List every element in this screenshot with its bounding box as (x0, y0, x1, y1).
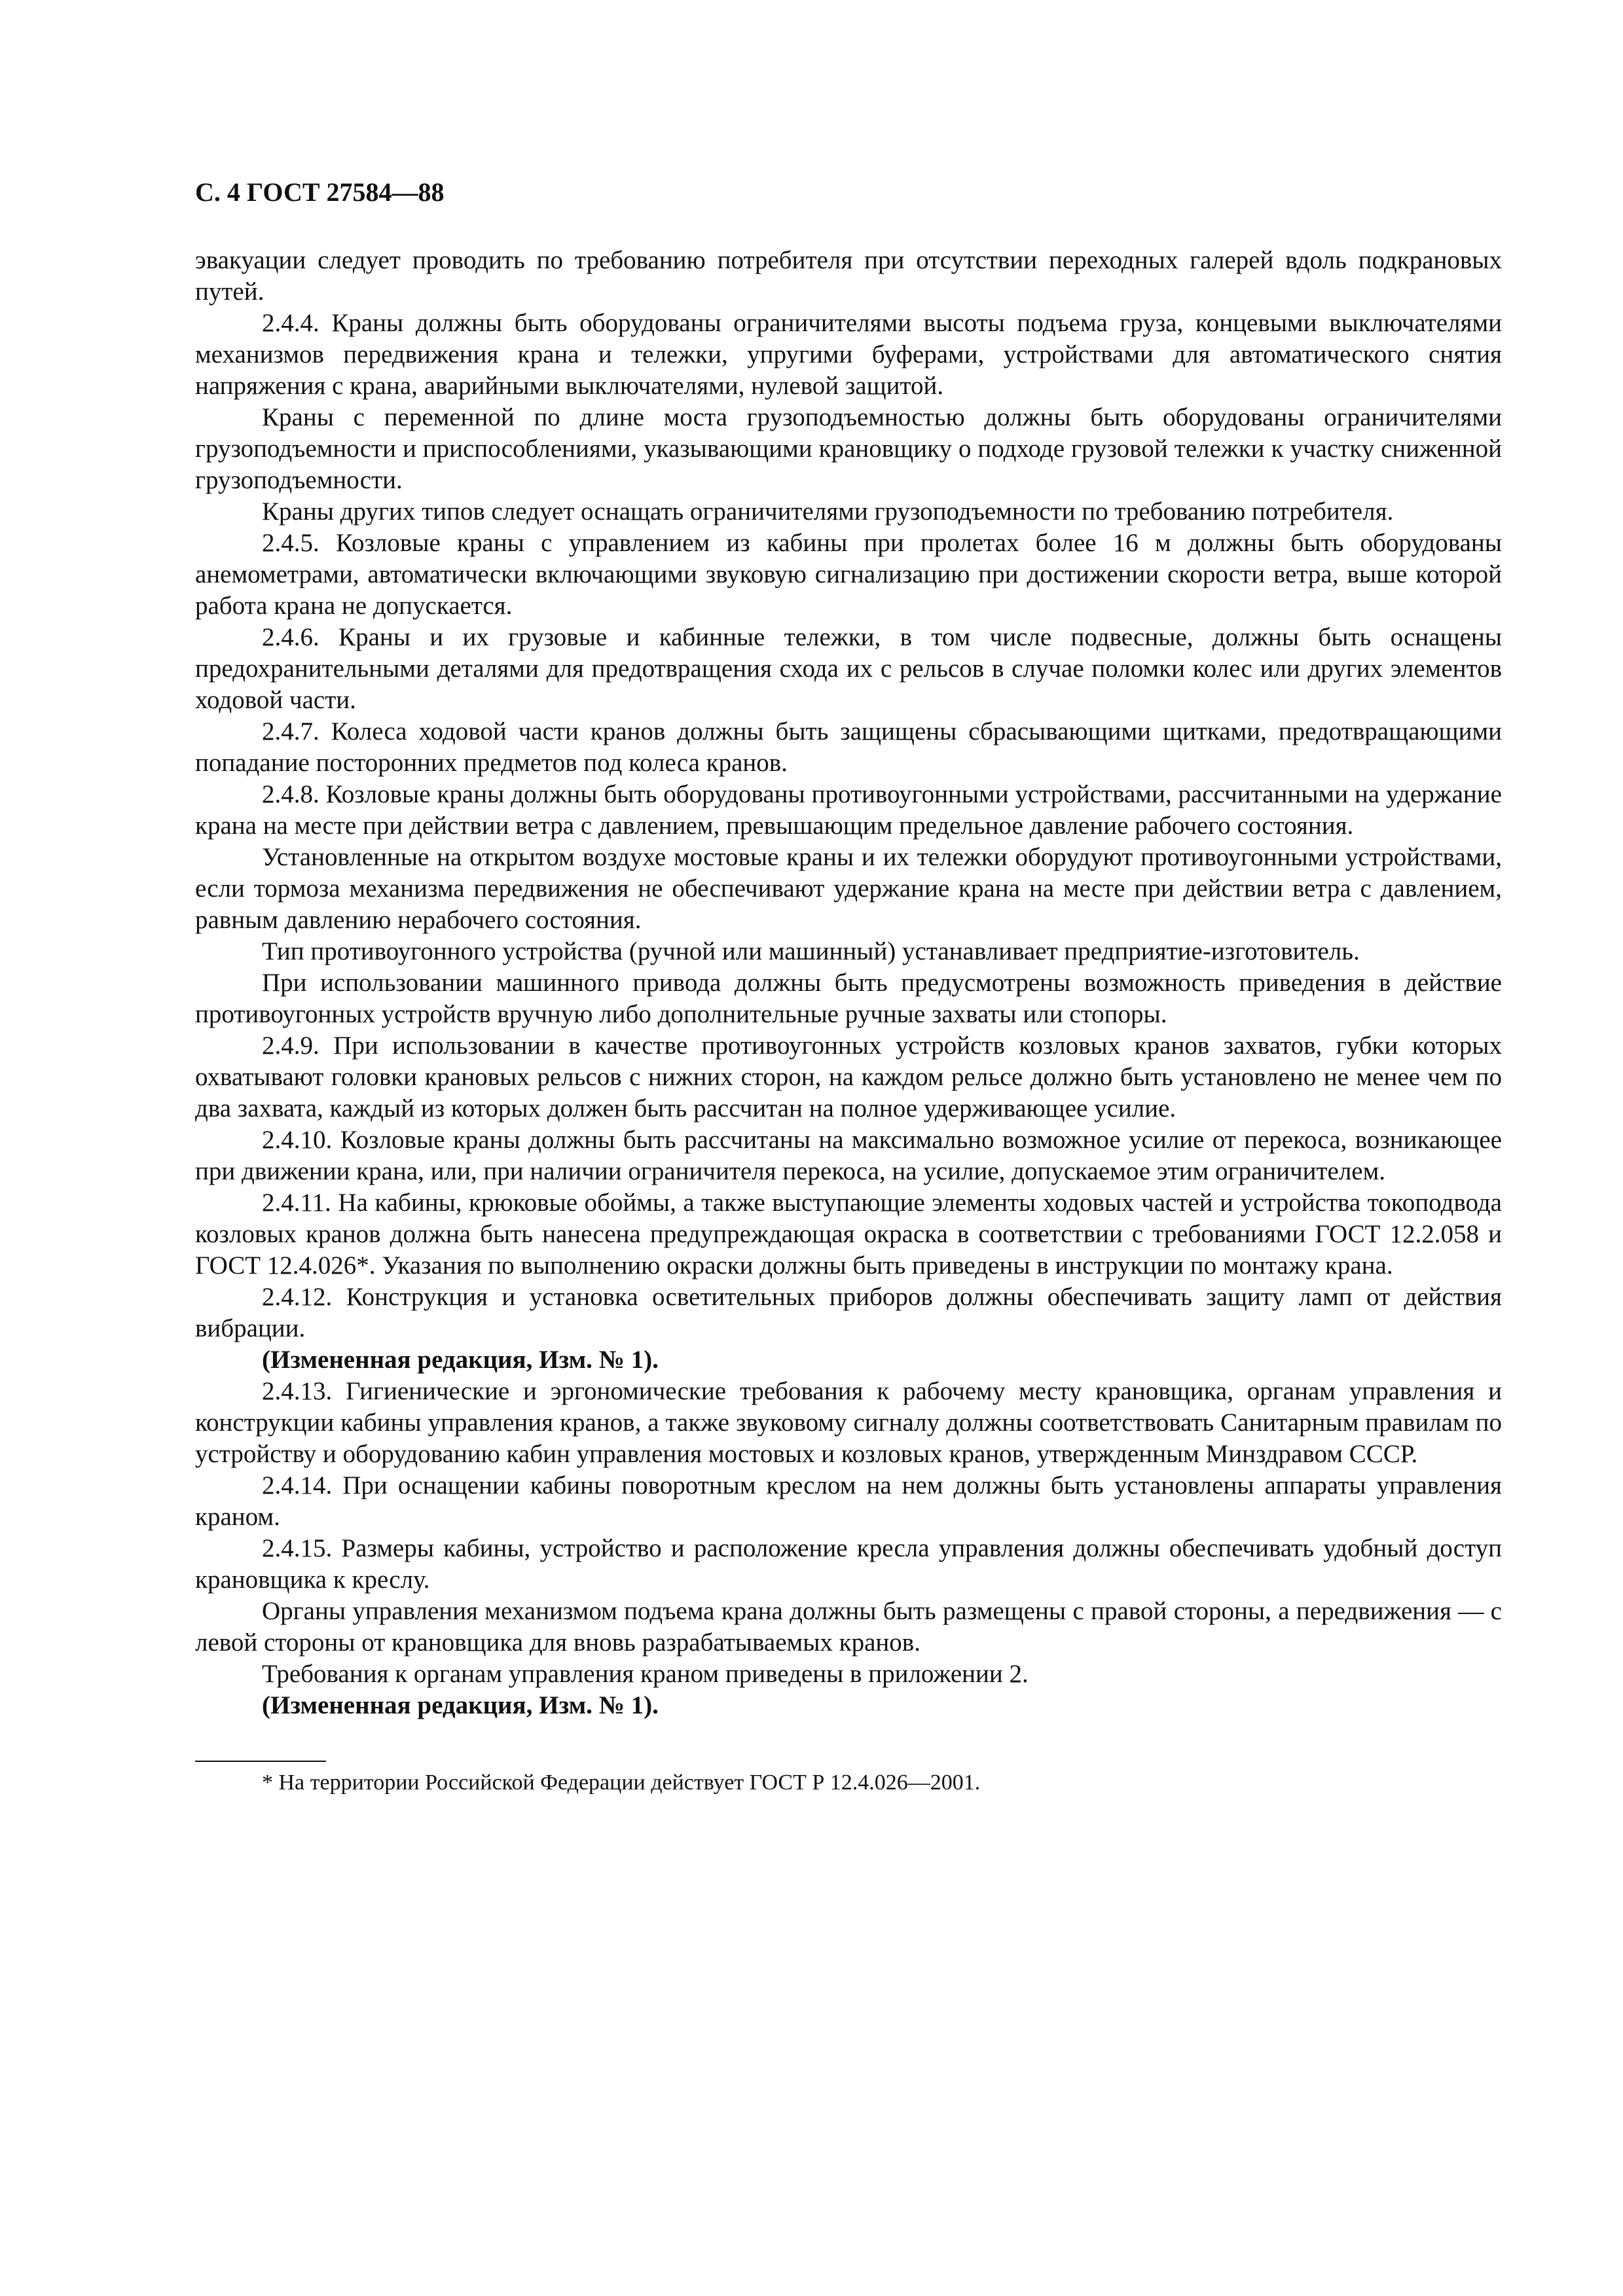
clause-2-4-5: 2.4.5. Козловые краны с управлением из кабины при пролетах более 16 м должны быть оборудованы анемометрами, автоматически включающими звуковую сигнализацию при достижении скорости ветра, выше которой работа крана не допускается. (195, 529, 1502, 620)
clause-2-4-12: 2.4.12. Конструкция и установка осветительных приборов должны обеспечивать защиту ламп от действия вибрации. (195, 1283, 1502, 1342)
paragraph: При использовании машинного привода должны быть предусмотрены возможность приведения в действие противоугонных устройств вручную либо дополнительные ручные захваты или стопоры. (195, 969, 1502, 1028)
paragraph: Требования к органам управления краном приведены в приложении 2. (262, 1660, 1029, 1688)
clause-2-4-11: 2.4.11. На кабины, крюковые обоймы, а также выступающие элементы ходовых частей и устройства токоподвода козловых кранов должна быть нанесена предупреждающая окраска в соответствии с требованиями ГОСТ 12.2.058 и ГОСТ 12.4.026*. Указания по выполнению окраски должны быть приведены в инструкции по монтажу крана. (195, 1189, 1502, 1280)
paragraph: Установленные на открытом воздухе мостовые краны и их тележки оборудуют противоугонными устройствами, если тормоза механизма передвижения не обеспечивают удержание крана на месте при действии ветра с давлением, равным давлению нерабочего состояния. (195, 843, 1502, 934)
paragraph: Краны других типов следует оснащать ограничителями грузоподъемности по требованию потребителя. (262, 497, 1394, 526)
clause-2-4-8: 2.4.8. Козловые краны должны быть оборудованы противоугонными устройствами, рассчитанными на удержание крана на месте при действии ветра с давлением, превышающим предельное давление рабочего состояния. (195, 780, 1502, 840)
clause-2-4-14: 2.4.14. При оснащении кабины поворотным креслом на нем должны быть установлены аппараты управления краном. (195, 1471, 1502, 1531)
clause-2-4-9: 2.4.9. При использовании в качестве противоугонных устройств козловых кранов захватов, губки которых охватывают головки крановых рельсов с нижних сторон, на каждом рельсе должно быть установлено не менее чем по два захвата, каждый из которых должен быть рассчитан на полное удерживающее усилие. (195, 1031, 1502, 1122)
footnote: * На территории Российской Федерации действует ГОСТ Р 12.4.026—2001. (262, 1770, 981, 1795)
footnote-divider (195, 1761, 326, 1762)
document-body (195, 245, 1502, 1721)
paragraph-continuation: эвакуации следует проводить по требованию потребителя при отсутствии переходных галерей вдоль подкрановых путей. (195, 246, 1502, 306)
clause-2-4-15: 2.4.15. Размеры кабины, устройство и расположение кресла управления должны обеспечивать удобный доступ крановщика к креслу. (195, 1534, 1502, 1594)
amendment-note: (Измененная редакция, Изм. № 1). (262, 1346, 659, 1374)
clause-2-4-4: 2.4.4. Краны должны быть оборудованы ограничителями высоты подъема груза, концевыми выключателями механизмов передвижения крана и тележки, упругими буферами, устройствами для автоматического снятия напряжения с крана, аварийными выключателями, нулевой защитой. (195, 309, 1502, 400)
clause-2-4-7: 2.4.7. Колеса ходовой части кранов должны быть защищены сбрасывающими щитками, предотвращающими попадание посторонних предметов под колеса кранов. (195, 717, 1502, 777)
clause-2-4-6: 2.4.6. Краны и их грузовые и кабинные тележки, в том числе подвесные, должны быть оснащены предохранительными деталями для предотвращения схода их с рельсов в случае поломки колес или других элементов ходовой части. (195, 623, 1502, 714)
paragraph: Органы управления механизмом подъема крана должны быть размещены с правой стороны, а передвижения — с левой стороны от крановщика для вновь разрабатываемых кранов. (195, 1597, 1502, 1657)
amendment-note: (Измененная редакция, Изм. № 1). (262, 1691, 659, 1719)
clause-2-4-13: 2.4.13. Гигиенические и эргономические требования к рабочему месту крановщика, органам управления и конструкции кабины управления кранов, а также звуковому сигналу должны соответствовать Санитарным правилам по устройству и оборудованию кабин управления мостовых и козловых кранов, утвержденным Минздравом СССР. (195, 1377, 1502, 1468)
page-header: С. 4 ГОСТ 27584—88 (195, 177, 445, 207)
paragraph: Краны с переменной по длине моста грузоподъемностью должны быть оборудованы ограничителями грузоподъемности и приспособлениями, указывающими крановщику о подходе грузовой тележки к участку сниженной грузоподъемности. (195, 403, 1502, 494)
paragraph: Тип противоугонного устройства (ручной или машинный) устанавливает предприятие-изготовитель. (262, 937, 1360, 965)
document-page (195, 177, 1502, 1797)
clause-2-4-10: 2.4.10. Козловые краны должны быть рассчитаны на максимально возможное усилие от перекоса, возникающее при движении крана, или, при наличии ограничителя перекоса, на усилие, допускаемое этим ограничителем. (195, 1126, 1502, 1185)
